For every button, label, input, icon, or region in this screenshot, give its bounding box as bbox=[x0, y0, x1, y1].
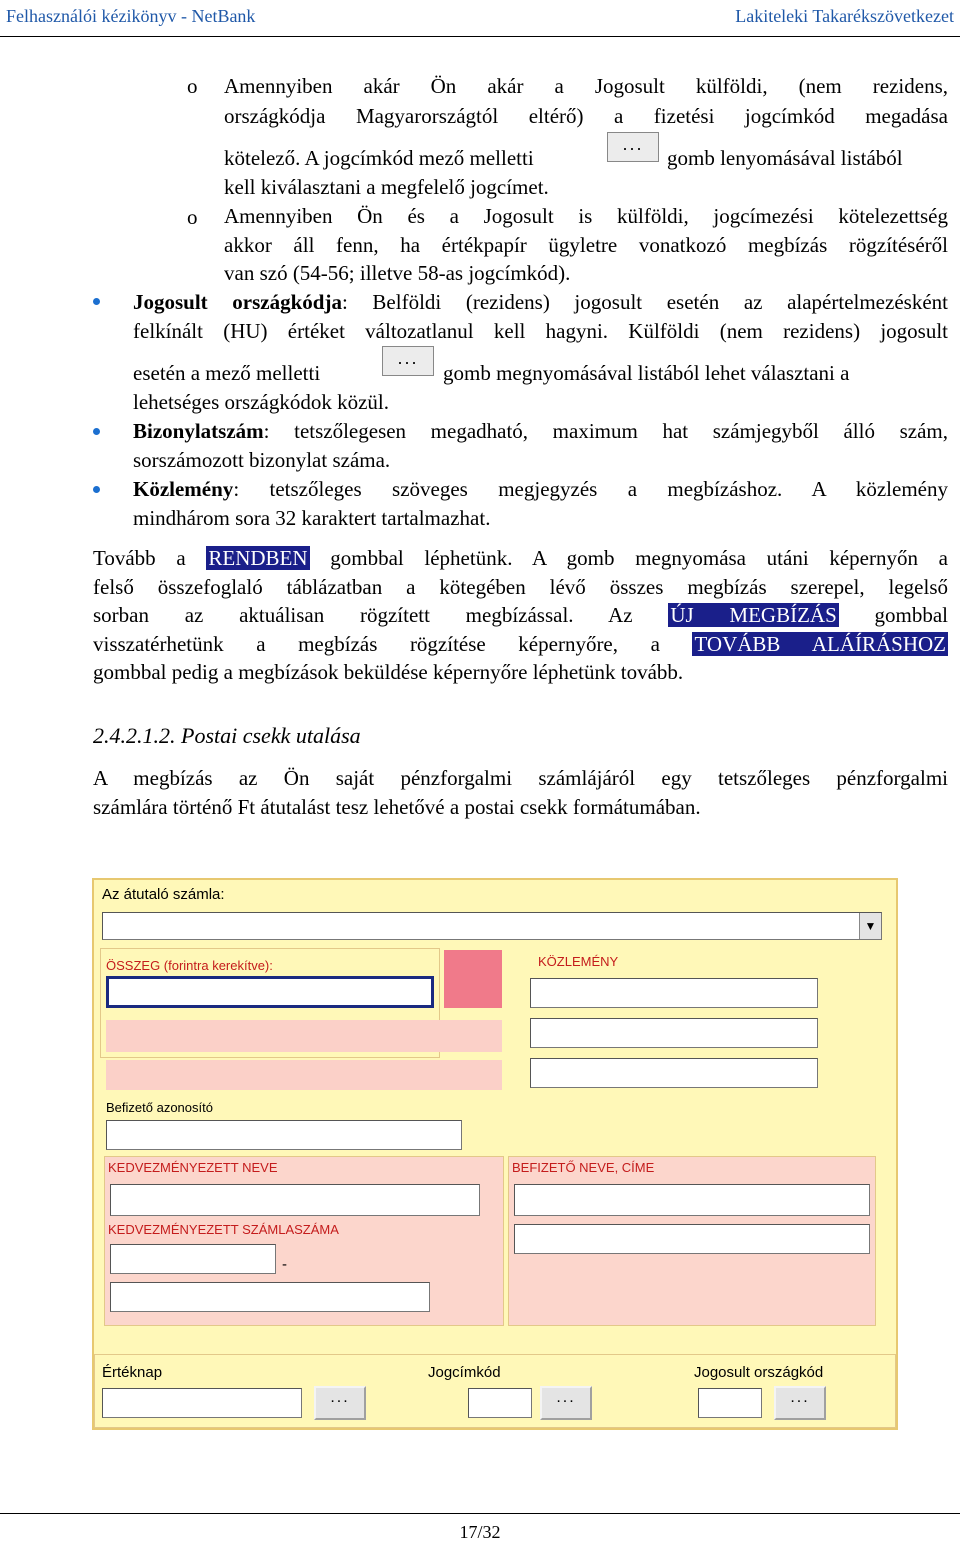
bullet-dot bbox=[93, 428, 100, 435]
para-line4-start: visszatérhetünk a megbízás rögzítése képernyőre, a bbox=[93, 632, 660, 656]
para-line3-start: sorban az aktuálisan rögzített megbízással. Az bbox=[93, 603, 633, 627]
amount-indicator bbox=[444, 950, 502, 1008]
amount-input[interactable] bbox=[106, 976, 434, 1008]
bullet3-line2: mindhárom sora 32 karaktert tartalmazhat. bbox=[133, 506, 491, 530]
ellipsis-button-image: ... bbox=[607, 132, 659, 162]
beneficiary-account-input-2[interactable] bbox=[110, 1282, 430, 1312]
para-line2: felső összefoglaló táblázatban a kötegében lévő összes megbízás szerepel, legelső bbox=[93, 575, 948, 599]
chevron-down-icon[interactable]: ▼ bbox=[859, 913, 881, 939]
country-code-button[interactable]: ... bbox=[774, 1386, 826, 1420]
comment-input-2[interactable] bbox=[530, 1018, 818, 1048]
purpose-code-input[interactable] bbox=[468, 1388, 532, 1418]
bullet1-text: : Belföldi (rezidens) jogosult esetén az alapértelmezésként bbox=[341, 290, 948, 314]
section-heading: 2.4.2.1.2. Postai csekk utalása bbox=[93, 723, 361, 748]
purpose-code-label: Jogcímkód bbox=[428, 1364, 501, 1381]
amount-label: ÖSSZEG (forintra kerekítve): bbox=[106, 958, 273, 973]
header-title: Felhasználói kézikönyv - NetBank bbox=[6, 6, 256, 26]
bullet-dot bbox=[93, 486, 100, 493]
bullet2-text: : tetszőlegesen megadható, maximum hat számjegyből álló szám, bbox=[263, 419, 948, 443]
para-line1-start: Tovább a bbox=[93, 546, 186, 570]
account-select[interactable] bbox=[102, 912, 882, 940]
payer-address-input[interactable] bbox=[514, 1224, 870, 1254]
section-line2: számlára történő Ft átutalást tesz lehetővé a postai csekk formátumában. bbox=[93, 795, 701, 819]
para-line4 bbox=[93, 630, 948, 659]
para-line3 bbox=[93, 601, 948, 630]
bullet1-term: Jogosult országkódja bbox=[133, 290, 342, 314]
comment-label: KÖZLEMÉNY bbox=[538, 954, 619, 969]
bullet1-line3-start: esetén a mező melletti bbox=[133, 361, 321, 385]
payer-name-label: BEFIZETŐ NEVE, CÍME bbox=[512, 1160, 655, 1175]
value-date-input[interactable] bbox=[102, 1388, 302, 1418]
payer-name-input[interactable] bbox=[514, 1184, 870, 1216]
sub1-line4: kell kiválasztani a megfelelő jogcímet. bbox=[224, 175, 549, 199]
amount-words-field-2 bbox=[106, 1060, 502, 1090]
footer-rule bbox=[0, 1513, 960, 1514]
comment-input-3[interactable] bbox=[530, 1058, 818, 1088]
bullet2-line2: sorszámozott bizonylat száma. bbox=[133, 448, 391, 472]
value-date-picker-button[interactable]: ... bbox=[314, 1386, 366, 1420]
bullet3-text: : tetszőleges szöveges megjegyzés a megbízáshoz. A közlemény bbox=[233, 477, 948, 501]
country-code-input[interactable] bbox=[698, 1388, 762, 1418]
payer-id-input[interactable] bbox=[106, 1120, 462, 1150]
bullet1-line2: felkínált (HU) értéket változatlanul kell hagyni. Külföldi (nem rezidens) jogosult bbox=[133, 319, 948, 343]
continue-sign-button-label: TOVÁBB ALÁÍRÁSHOZ bbox=[694, 632, 946, 656]
amount-words-field bbox=[106, 1020, 502, 1052]
sub1-line2: országkódja Magyarországtól eltérő) a fizetési jogcímkód megadása bbox=[224, 104, 948, 128]
new-order-button-label: ÚJ MEGBÍZÁS bbox=[670, 603, 837, 627]
bullet1-line3-end: gomb megnyomásával listából lehet választani a bbox=[443, 361, 850, 385]
beneficiary-account-input-1[interactable] bbox=[110, 1244, 276, 1274]
bullet2-term: Bizonylatszám bbox=[133, 419, 264, 443]
beneficiary-name-label: KEDVEZMÉNYEZETT NEVE bbox=[108, 1160, 278, 1175]
postal-check-form bbox=[92, 878, 898, 1430]
beneficiary-account-label: KEDVEZMÉNYEZETT SZÁMLASZÁMA bbox=[108, 1222, 339, 1237]
value-date-label: Értéknap bbox=[102, 1364, 163, 1381]
beneficiary-name-input[interactable] bbox=[110, 1184, 480, 1216]
bullet1-line1 bbox=[133, 288, 948, 317]
sub2-line3: van szó (54-56; illetve 58-as jogcímkód). bbox=[224, 261, 571, 285]
para-line1 bbox=[93, 544, 948, 573]
sub1-line1: Amennyiben akár Ön akár a Jogosult külföldi, (nem rezidens, bbox=[224, 74, 948, 98]
rendben-button-label: RENDBEN bbox=[208, 546, 308, 570]
account-separator: - bbox=[282, 1256, 287, 1273]
para-line5: gombbal pedig a megbízások beküldése képernyőre léphetünk tovább. bbox=[93, 660, 684, 684]
country-code-label: Jogosult országkód bbox=[694, 1364, 824, 1381]
ellipsis-button-image: ... bbox=[382, 346, 434, 376]
bullet3-term: Közlemény bbox=[133, 477, 234, 501]
page-number: 17/32 bbox=[459, 1522, 501, 1542]
page-header bbox=[0, 0, 960, 37]
sub2-line1: Amennyiben Ön és a Jogosult is külföldi, jogcímezési kötelezettség bbox=[224, 204, 948, 228]
purpose-code-button[interactable]: ... bbox=[540, 1386, 592, 1420]
sub1-line3-end: gomb lenyomásával listából bbox=[667, 146, 903, 170]
header-organization: Lakiteleki Takarékszövetkezet bbox=[735, 6, 954, 26]
bullet3-line1 bbox=[133, 475, 948, 504]
bullet2-line1 bbox=[133, 417, 948, 446]
section-line1: A megbízás az Ön saját pénzforgalmi számlájáról egy tetszőleges pénzforgalmi bbox=[93, 766, 948, 790]
sub-bullet-marker: o bbox=[187, 205, 198, 229]
sub2-line2: akkor áll fenn, ha értékpapír ügyletre vonatkozó megbízás rögzítéséről bbox=[224, 233, 948, 257]
sub-bullet-marker: o bbox=[187, 74, 198, 98]
sub1-line3-start: kötelező. A jogcímkód mező melletti bbox=[224, 146, 534, 170]
para-line3-end: gombbal bbox=[874, 603, 949, 627]
account-label: Az átutaló számla: bbox=[102, 886, 225, 903]
comment-input-1[interactable] bbox=[530, 978, 818, 1008]
bullet-dot bbox=[93, 298, 100, 305]
bullet1-line4: lehetséges országkódok közül. bbox=[133, 390, 390, 414]
para-line1-end: gombbal léphetünk. A gomb megnyomása utáni képernyőn a bbox=[330, 546, 948, 570]
payer-id-label: Befizető azonosító bbox=[106, 1100, 213, 1115]
